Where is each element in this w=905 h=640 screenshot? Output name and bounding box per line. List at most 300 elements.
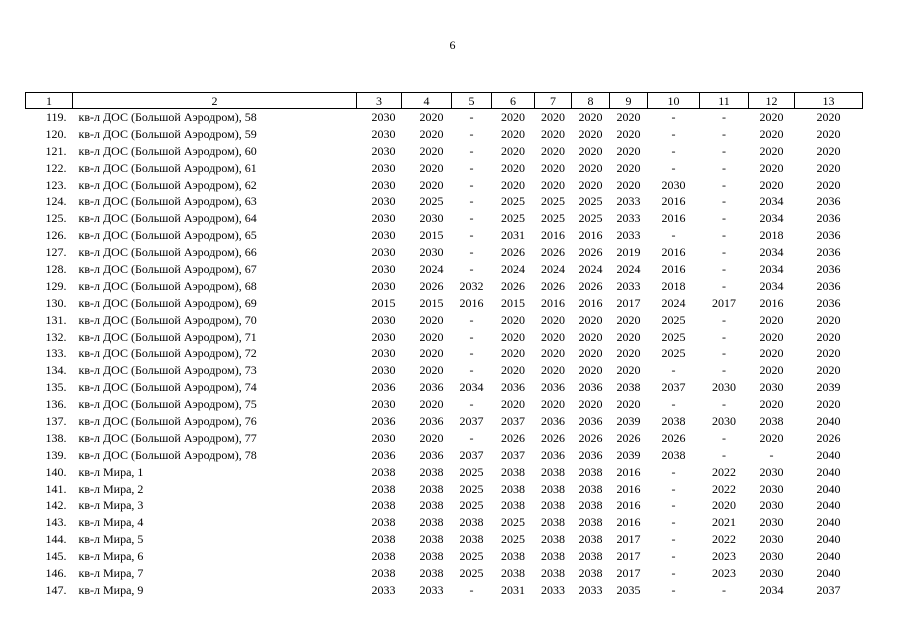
year-cell: 2020 — [578, 329, 603, 344]
year-cell: 2015 — [501, 295, 525, 310]
year-cell: 2018 — [661, 278, 686, 293]
year-cell: 2020 — [541, 329, 565, 344]
address-cell: кв-л Мира, 3 — [78, 498, 144, 513]
year-cell: 2040 — [816, 515, 841, 530]
year-cell: 2033 — [419, 582, 444, 597]
year-cell: - — [722, 312, 726, 327]
page-number: 6 — [449, 38, 456, 52]
year-cell: 2020 — [541, 160, 565, 175]
row-number-cell: 124. — [45, 194, 67, 209]
year-cell: - — [671, 549, 676, 564]
year-cell: 2020 — [759, 160, 784, 175]
year-cell: 2030 — [371, 126, 396, 141]
year-cell: 2037 — [459, 413, 484, 428]
year-cell: 2026 — [541, 245, 565, 260]
year-cell: - — [722, 363, 726, 378]
year-cell: 2024 — [501, 261, 525, 276]
year-cell: 2034 — [759, 582, 784, 597]
year-cell: 2025 — [578, 194, 603, 209]
year-cell: - — [469, 346, 474, 361]
year-cell: 2020 — [616, 363, 641, 378]
row-number-cell: 127. — [45, 245, 67, 260]
year-cell: 2038 — [616, 380, 641, 395]
year-cell: 2020 — [501, 177, 525, 192]
year-cell: 2015 — [419, 295, 444, 310]
year-cell: 2026 — [616, 430, 641, 445]
year-cell: 2030 — [371, 312, 396, 327]
year-cell: 2017 — [616, 532, 641, 547]
year-cell: 2030 — [371, 177, 396, 192]
year-cell: - — [722, 430, 726, 445]
year-cell: 2037 — [501, 447, 525, 462]
year-cell: 2033 — [616, 228, 641, 243]
year-cell: 2020 — [578, 143, 603, 158]
year-cell: 2015 — [371, 295, 396, 310]
table-row — [26, 312, 863, 329]
year-cell: 2038 — [459, 532, 484, 547]
year-cell: - — [469, 261, 474, 276]
year-cell: 2016 — [616, 498, 641, 513]
year-cell: 2030 — [371, 363, 396, 378]
year-cell: 2038 — [371, 532, 396, 547]
year-cell: 2020 — [816, 363, 841, 378]
year-cell: 2025 — [501, 532, 525, 547]
year-cell: 2016 — [578, 228, 603, 243]
year-cell: 2036 — [419, 447, 444, 462]
address-cell: кв-л ДОС (Большой Аэродром), 69 — [78, 295, 257, 310]
year-cell: - — [671, 532, 676, 547]
year-cell: 2030 — [371, 278, 396, 293]
year-cell: - — [671, 464, 676, 479]
year-cell: 2038 — [459, 515, 484, 530]
year-cell: 2020 — [616, 109, 641, 124]
row-number-cell: 126. — [45, 228, 67, 243]
year-cell: 2038 — [541, 549, 565, 564]
year-cell: 2020 — [541, 143, 565, 158]
year-cell: 2039 — [816, 380, 841, 395]
year-cell: 2020 — [541, 177, 565, 192]
year-cell: 2038 — [541, 481, 565, 496]
year-cell: 2020 — [616, 397, 641, 412]
table-row — [26, 447, 863, 464]
table-row — [26, 160, 863, 177]
row-number-cell: 140. — [45, 464, 67, 479]
address-cell: кв-л ДОС (Большой Аэродром), 62 — [78, 177, 257, 192]
year-cell: - — [469, 312, 474, 327]
year-cell: 2020 — [816, 126, 841, 141]
year-cell: 2036 — [816, 228, 841, 243]
column-header: 8 — [572, 93, 610, 109]
address-cell: кв-л ДОС (Большой Аэродром), 70 — [78, 312, 257, 327]
year-cell: - — [722, 143, 726, 158]
table-row — [26, 177, 863, 194]
year-cell: 2030 — [759, 549, 784, 564]
year-cell: 2030 — [371, 430, 396, 445]
year-cell: 2020 — [816, 160, 841, 175]
year-cell: 2034 — [759, 245, 784, 260]
year-cell: 2020 — [759, 397, 784, 412]
year-cell: 2034 — [759, 261, 784, 276]
year-cell: 2038 — [578, 498, 603, 513]
year-cell: 2020 — [578, 397, 603, 412]
year-cell: 2020 — [501, 143, 525, 158]
table-row — [26, 379, 863, 396]
address-cell: кв-л ДОС (Большой Аэродром), 58 — [78, 109, 257, 124]
year-cell: 2025 — [578, 211, 603, 226]
year-cell: 2016 — [541, 228, 565, 243]
year-cell: 2030 — [759, 498, 784, 513]
year-cell: 2036 — [816, 278, 841, 293]
year-cell: 2036 — [816, 211, 841, 226]
year-cell: 2038 — [419, 515, 444, 530]
year-cell: 2020 — [759, 177, 784, 192]
year-cell: 2020 — [419, 397, 444, 412]
year-cell: 2038 — [541, 565, 565, 580]
year-cell: 2038 — [541, 532, 565, 547]
year-cell: 2038 — [501, 498, 525, 513]
year-cell: 2025 — [661, 329, 686, 344]
year-cell: 2023 — [712, 565, 736, 580]
year-cell: 2020 — [759, 109, 784, 124]
year-cell: 2020 — [712, 498, 736, 513]
year-cell: - — [469, 194, 474, 209]
year-cell: 2020 — [759, 346, 784, 361]
year-cell: 2038 — [501, 549, 525, 564]
year-cell: 2036 — [541, 447, 565, 462]
year-cell: 2034 — [759, 194, 784, 209]
year-cell: 2020 — [816, 312, 841, 327]
year-cell: 2020 — [578, 109, 603, 124]
address-cell: кв-л Мира, 7 — [78, 565, 144, 580]
year-cell: 2030 — [712, 413, 736, 428]
year-cell: - — [722, 346, 726, 361]
table-header — [26, 93, 863, 109]
year-cell: 2020 — [616, 126, 641, 141]
year-cell: 2025 — [661, 312, 686, 327]
year-cell: 2026 — [541, 430, 565, 445]
year-cell: 2026 — [578, 430, 603, 445]
year-cell: - — [671, 143, 676, 158]
year-cell: - — [469, 430, 474, 445]
year-cell: 2038 — [541, 498, 565, 513]
address-cell: кв-л ДОС (Большой Аэродром), 60 — [78, 143, 257, 158]
year-cell: 2016 — [578, 295, 603, 310]
row-number-cell: 147. — [45, 582, 67, 597]
year-cell: - — [469, 160, 474, 175]
year-cell: - — [469, 329, 474, 344]
year-cell: 2037 — [459, 447, 484, 462]
year-cell: 2030 — [759, 515, 784, 530]
year-cell: 2024 — [661, 295, 686, 310]
address-cell: кв-л ДОС (Большой Аэродром), 65 — [78, 228, 257, 243]
column-header: 3 — [357, 93, 402, 109]
table-row — [26, 464, 863, 481]
year-cell: 2036 — [501, 380, 525, 395]
year-cell: 2020 — [759, 143, 784, 158]
year-cell: 2039 — [616, 413, 641, 428]
year-cell: 2025 — [541, 194, 565, 209]
year-cell: - — [469, 582, 474, 597]
year-cell: 2020 — [578, 126, 603, 141]
year-cell: - — [469, 363, 474, 378]
year-cell: 2038 — [419, 498, 444, 513]
year-cell: 2022 — [712, 481, 736, 496]
year-cell: 2036 — [816, 295, 841, 310]
address-cell: кв-л ДОС (Большой Аэродром), 74 — [78, 380, 257, 395]
year-cell: 2026 — [501, 430, 525, 445]
column-header: 12 — [749, 93, 795, 109]
address-cell: кв-л Мира, 9 — [78, 582, 144, 597]
year-cell: 2020 — [816, 177, 841, 192]
column-header: 11 — [700, 93, 749, 109]
year-cell: 2016 — [616, 464, 641, 479]
year-cell: 2034 — [759, 211, 784, 226]
year-cell: 2025 — [501, 194, 525, 209]
year-cell: 2037 — [501, 413, 525, 428]
year-cell: 2020 — [501, 312, 525, 327]
year-cell: 2036 — [578, 413, 603, 428]
year-cell: 2033 — [616, 211, 641, 226]
year-cell: 2038 — [578, 481, 603, 496]
year-cell: 2030 — [371, 397, 396, 412]
table-row — [26, 531, 863, 548]
year-cell: 2019 — [616, 245, 641, 260]
year-cell: 2016 — [661, 194, 686, 209]
year-cell: 2026 — [661, 430, 686, 445]
year-cell: 2020 — [419, 363, 444, 378]
row-number-cell: 130. — [45, 295, 67, 310]
year-cell: 2016 — [541, 295, 565, 310]
year-cell: - — [671, 363, 676, 378]
year-cell: 2016 — [661, 211, 686, 226]
table-row — [26, 126, 863, 143]
year-cell: 2038 — [578, 515, 603, 530]
year-cell: 2040 — [816, 532, 841, 547]
year-cell: - — [722, 245, 726, 260]
year-cell: 2033 — [541, 582, 565, 597]
year-cell: 2038 — [419, 565, 444, 580]
year-cell: 2039 — [616, 447, 641, 462]
column-header: 10 — [648, 93, 700, 109]
table-row — [26, 396, 863, 413]
year-cell: 2035 — [616, 582, 641, 597]
year-cell: 2038 — [541, 464, 565, 479]
year-cell: 2017 — [616, 549, 641, 564]
row-number-cell: 135. — [45, 380, 67, 395]
year-cell: - — [671, 160, 676, 175]
address-cell: кв-л Мира, 6 — [78, 549, 144, 564]
year-cell: 2020 — [616, 312, 641, 327]
year-cell: 2033 — [616, 278, 641, 293]
row-number-cell: 128. — [45, 261, 67, 276]
year-cell: 2017 — [712, 295, 736, 310]
row-number-cell: 136. — [45, 397, 67, 412]
year-cell: 2031 — [501, 228, 525, 243]
year-cell: 2020 — [419, 109, 444, 124]
table-row — [26, 345, 863, 362]
address-cell: кв-л ДОС (Большой Аэродром), 76 — [78, 413, 257, 428]
year-cell: 2020 — [541, 363, 565, 378]
year-cell: 2030 — [371, 211, 396, 226]
year-cell: - — [722, 211, 726, 226]
year-cell: 2016 — [759, 295, 784, 310]
year-cell: 2038 — [578, 549, 603, 564]
year-cell: 2026 — [816, 430, 841, 445]
year-cell: 2038 — [419, 532, 444, 547]
year-cell: 2020 — [541, 346, 565, 361]
year-cell: 2030 — [661, 177, 686, 192]
year-cell: 2038 — [419, 549, 444, 564]
year-cell: 2036 — [816, 245, 841, 260]
address-cell: кв-л ДОС (Большой Аэродром), 78 — [78, 447, 257, 462]
year-cell: 2020 — [759, 329, 784, 344]
year-cell: 2033 — [371, 582, 396, 597]
column-header: 4 — [402, 93, 452, 109]
year-cell: 2038 — [661, 413, 686, 428]
year-cell: 2025 — [459, 565, 484, 580]
row-number-cell: 119. — [45, 109, 67, 124]
year-cell: 2038 — [501, 481, 525, 496]
row-number-cell: 125. — [45, 211, 67, 226]
year-cell: 2020 — [541, 126, 565, 141]
year-cell: 2038 — [371, 464, 396, 479]
year-cell: 2016 — [616, 481, 641, 496]
year-cell: 2030 — [371, 228, 396, 243]
year-cell: 2022 — [712, 532, 736, 547]
year-cell: 2036 — [419, 413, 444, 428]
year-cell: 2020 — [816, 397, 841, 412]
year-cell: 2026 — [541, 278, 565, 293]
row-number-cell: 139. — [45, 447, 67, 462]
year-cell: 2025 — [419, 194, 444, 209]
column-header: 1 — [26, 93, 73, 109]
table-row — [26, 109, 863, 126]
year-cell: 2036 — [578, 447, 603, 462]
year-cell: 2034 — [459, 380, 484, 395]
year-cell: 2036 — [541, 413, 565, 428]
table-row — [26, 548, 863, 565]
year-cell: 2020 — [419, 346, 444, 361]
year-cell: 2038 — [371, 565, 396, 580]
year-cell: - — [671, 565, 676, 580]
year-cell: 2030 — [759, 380, 784, 395]
year-cell: - — [671, 228, 676, 243]
table-row — [26, 430, 863, 447]
year-cell: 2025 — [501, 211, 525, 226]
year-cell: 2031 — [501, 582, 525, 597]
year-cell: 2020 — [501, 160, 525, 175]
year-cell: 2030 — [371, 346, 396, 361]
address-cell: кв-л Мира, 2 — [78, 481, 144, 496]
table-row — [26, 295, 863, 312]
year-cell: 2017 — [616, 565, 641, 580]
year-cell: 2024 — [541, 261, 565, 276]
year-cell: 2030 — [371, 109, 396, 124]
table-row — [26, 261, 863, 278]
year-cell: 2038 — [578, 464, 603, 479]
row-number-cell: 120. — [45, 126, 67, 141]
year-cell: 2033 — [616, 194, 641, 209]
address-cell: кв-л Мира, 5 — [78, 532, 144, 547]
year-cell: 2030 — [371, 143, 396, 158]
year-cell: - — [722, 109, 726, 124]
year-cell: 2016 — [661, 261, 686, 276]
year-cell: - — [722, 177, 726, 192]
year-cell: 2020 — [419, 329, 444, 344]
year-cell: 2020 — [759, 312, 784, 327]
year-cell: - — [722, 278, 726, 293]
year-cell: - — [722, 329, 726, 344]
year-cell: - — [671, 109, 676, 124]
year-cell: 2038 — [419, 464, 444, 479]
year-cell: 2020 — [616, 160, 641, 175]
year-cell: 2021 — [712, 515, 736, 530]
year-cell: 2026 — [578, 278, 603, 293]
row-number-cell: 137. — [45, 413, 67, 428]
row-number-cell: 129. — [45, 278, 67, 293]
year-cell: 2016 — [616, 515, 641, 530]
year-cell: 2036 — [578, 380, 603, 395]
year-cell: - — [722, 160, 726, 175]
year-cell: 2020 — [578, 363, 603, 378]
table-row — [26, 227, 863, 244]
year-cell: 2036 — [371, 380, 396, 395]
year-cell: 2020 — [501, 346, 525, 361]
year-cell: 2023 — [712, 549, 736, 564]
row-number-cell: 143. — [45, 515, 67, 530]
address-cell: кв-л Мира, 1 — [78, 464, 144, 479]
year-cell: 2020 — [419, 430, 444, 445]
year-cell: 2020 — [759, 126, 784, 141]
table-row — [26, 143, 863, 160]
year-cell: 2038 — [371, 515, 396, 530]
row-number-cell: 132. — [45, 329, 67, 344]
year-cell: - — [469, 228, 474, 243]
table-row — [26, 193, 863, 210]
row-number-cell: 131. — [45, 312, 67, 327]
row-number-cell: 145. — [45, 549, 67, 564]
year-cell: 2016 — [459, 295, 484, 310]
year-cell: 2036 — [371, 447, 396, 462]
year-cell: 2034 — [759, 278, 784, 293]
table-row — [26, 210, 863, 227]
year-cell: 2016 — [661, 245, 686, 260]
year-cell: - — [671, 515, 676, 530]
row-number-cell: 121. — [45, 143, 67, 158]
address-cell: кв-л ДОС (Большой Аэродром), 72 — [78, 346, 257, 361]
table-row — [26, 514, 863, 531]
year-cell: 2030 — [371, 261, 396, 276]
year-cell: - — [722, 228, 726, 243]
year-cell: 2024 — [419, 261, 444, 276]
address-cell: кв-л ДОС (Большой Аэродром), 59 — [78, 126, 257, 141]
year-cell: 2020 — [759, 363, 784, 378]
year-cell: - — [469, 109, 474, 124]
year-cell: - — [469, 177, 474, 192]
table-row — [26, 481, 863, 498]
year-cell: 2020 — [759, 430, 784, 445]
year-cell: 2025 — [501, 515, 525, 530]
year-cell: - — [469, 143, 474, 158]
year-cell: 2020 — [501, 363, 525, 378]
year-cell: 2040 — [816, 498, 841, 513]
year-cell: 2026 — [578, 245, 603, 260]
column-header: 13 — [795, 93, 863, 109]
year-cell: 2036 — [371, 413, 396, 428]
year-cell: 2015 — [419, 228, 444, 243]
year-cell: 2038 — [501, 565, 525, 580]
year-cell: 2030 — [759, 481, 784, 496]
